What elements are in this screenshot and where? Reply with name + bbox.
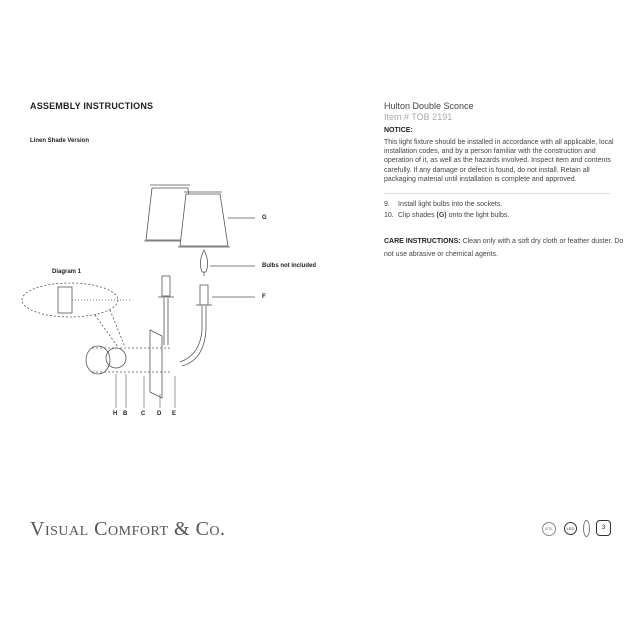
step-10 <box>384 212 509 219</box>
diagram1-label: Diagram 1 <box>52 269 82 275</box>
page-number: 3 <box>596 520 611 536</box>
care-heading: CARE INSTRUCTIONS: <box>384 238 461 245</box>
care-text: Clean only with a soft dry cloth or feather duster. Do not use abrasive or chemical agents. <box>384 238 624 258</box>
label-g: G <box>262 215 267 221</box>
backplate <box>150 330 162 398</box>
bulb <box>200 250 207 272</box>
product-name: Hulton Double Sconce <box>384 101 474 111</box>
care-instructions <box>384 235 624 261</box>
etl-cert-icon: ETL <box>542 522 556 536</box>
item-number: Item # TOB 2191 <box>384 112 453 122</box>
notice-heading: NOTICE: <box>384 127 413 134</box>
label-f: F <box>262 294 266 300</box>
step-text: Clip shades <box>398 212 437 219</box>
bulb-shape-icon <box>583 520 590 537</box>
part-d: D <box>157 411 162 417</box>
assembly-diagram <box>0 0 380 440</box>
step-number: 9. <box>384 201 390 208</box>
step-number: 10. <box>384 212 394 219</box>
label-bulbs: Bulbs not included <box>262 263 316 269</box>
notice-text: This light fixture should be installed in accordance with all applicable, local installation codes, and by a person familiar with the construction and operation of it, as well as the hazards involved. Inspect item and contents carefully. If any damage or defect is found, do not install. Retain all packaging material until installation is complete and approved. <box>384 139 614 183</box>
divider <box>384 193 610 194</box>
part-h: H <box>113 411 118 417</box>
assembly-title: ASSEMBLY INSTRUCTIONS <box>30 101 154 111</box>
step-text-end: onto the light bulbs. <box>446 212 510 219</box>
part-c: C <box>141 411 146 417</box>
led-badge-icon: LED <box>564 522 577 535</box>
step-text: Install light bulbs into the sockets. <box>398 201 503 208</box>
candle-sockets <box>158 276 255 366</box>
part-ref: (G) <box>436 212 447 219</box>
step-9 <box>384 201 502 208</box>
version-label: Linen Shade Version <box>30 138 90 144</box>
brand-logo: Visual Comfort & Co. <box>30 518 226 540</box>
shade-right <box>178 192 230 247</box>
part-b: B <box>123 411 128 417</box>
part-e: E <box>172 411 177 417</box>
